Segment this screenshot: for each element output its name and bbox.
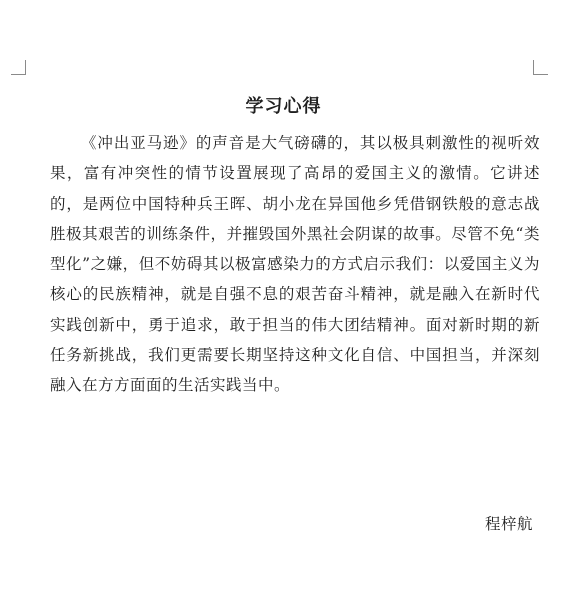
document-title: 学习心得 [245, 96, 322, 117]
document-body-paragraph: 《冲出亚马逊》的声音是大气磅礴的，其以极具刺激性的视听效果，富有冲突性的情节设置展现了高昂的爱国主义的激情。它讲述的，是两位中国特种兵王晖、胡小龙在异国他乡凭借钢铁般的意志战胜极其艰苦的训练条件，并摧毁国外黑社会阴谋的故事。尽管不免“类型化”之嫌，但不妨碍其以极富感染力的方式启示我们：以爱国主义为核心的民族精神，就是自强不息的艰苦奋斗精神，就是融入在新时代实践创新中，勇于追求，敢于担当的伟大团结精神。面对新时期的新任务新挑战，我们更需要长期坚持这种文化自信、中国担当，并深刻融入在方方面面的生活实践当中。 [50, 134, 540, 395]
crop-mark-top-left [11, 60, 26, 75]
author-signature: 程梓航 [484, 515, 533, 533]
crop-mark-top-right [533, 60, 548, 75]
